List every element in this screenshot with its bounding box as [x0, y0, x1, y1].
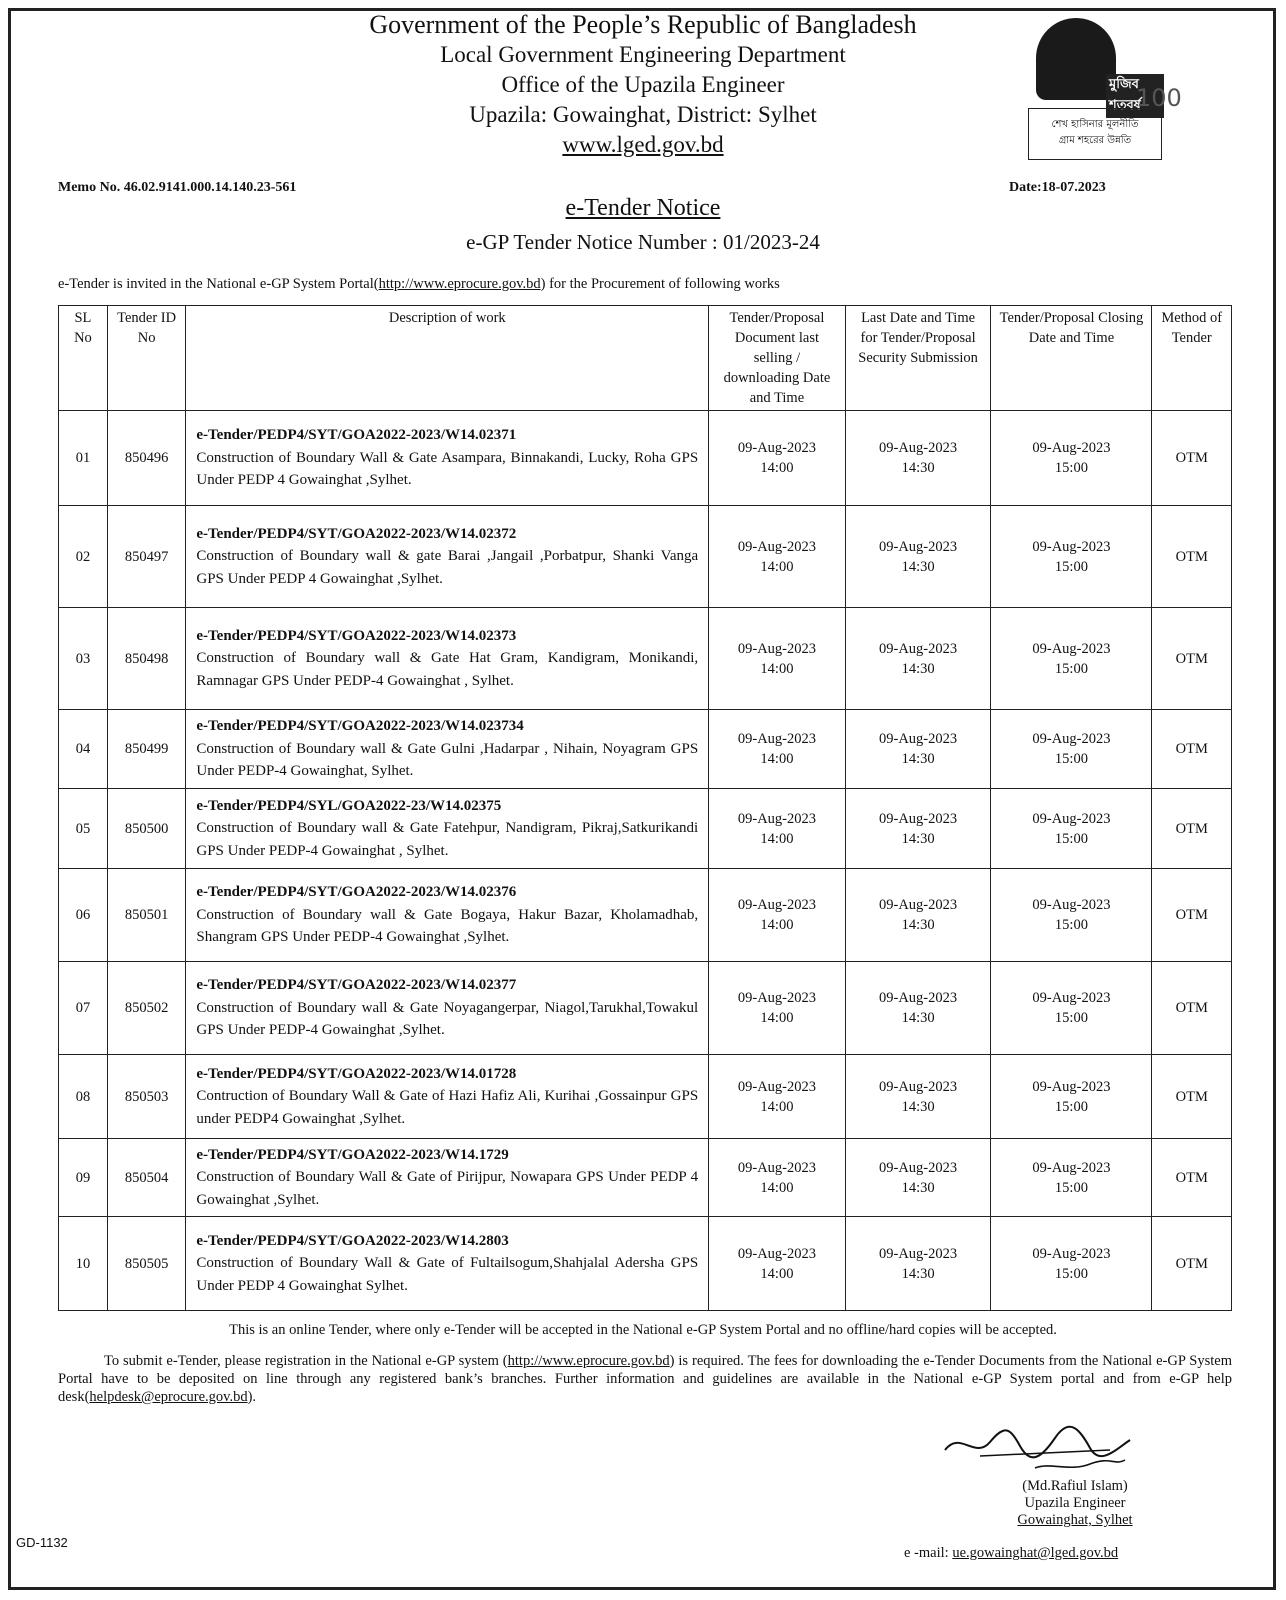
- office-title: Office of the Upazila Engineer: [501, 72, 785, 97]
- selling-time: 14:00: [760, 751, 794, 767]
- notice-title: [0, 195, 1286, 222]
- security-date: 09-Aug-2023: [879, 810, 958, 827]
- cell-tender-id: 850499: [107, 710, 185, 789]
- selling-time: 14:00: [760, 917, 794, 933]
- security-date: 09-Aug-2023: [879, 897, 958, 913]
- closing-date: 09-Aug-2023: [1032, 1245, 1111, 1262]
- email-label: e -mail:: [904, 1545, 953, 1561]
- table-row: [59, 506, 1232, 608]
- closing-time: 15:00: [1054, 1010, 1088, 1026]
- cell-security-datetime: [845, 1217, 991, 1311]
- cell-selling-datetime: [709, 411, 846, 506]
- selling-time: 14:00: [760, 830, 794, 847]
- selling-date: 09-Aug-2023: [737, 640, 817, 657]
- closing-time: 15:00: [1054, 917, 1088, 933]
- table-row: [59, 608, 1232, 710]
- cell-description: [186, 869, 709, 962]
- cell-method: OTM: [1152, 608, 1232, 710]
- cell-selling-datetime: [709, 506, 846, 608]
- closing-date: 09-Aug-2023: [1032, 1159, 1111, 1176]
- table-row: [59, 789, 1232, 869]
- signatory-email: [904, 1545, 1118, 1562]
- selling-time: 14:00: [760, 460, 794, 476]
- closing-time: 15:00: [1054, 1179, 1088, 1196]
- cell-sl: 04: [59, 710, 108, 789]
- work-description: Construction of Boundary wall & Gate Hat Gram, Kandigram, Monikandi, Ramnagar GPS Under PEDP-4 Gowainghat , Sylhet.: [196, 650, 699, 689]
- cell-tender-id: 850505: [107, 1217, 185, 1311]
- cell-description: [186, 789, 709, 869]
- cell-method: OTM: [1152, 962, 1232, 1055]
- logo-100-mark: 100: [1136, 84, 1182, 112]
- col-header-security: Last Date and Time for Tender/Proposal Security Submission: [845, 306, 991, 411]
- portrait-image: [1036, 18, 1116, 100]
- selling-date: 09-Aug-2023: [737, 990, 817, 1006]
- cell-sl: 01: [59, 411, 108, 506]
- work-description: Construction of Boundary Wall & Gate Asampara, Binnakandi, Lucky, Roha GPS Under PEDP 4 Gowainghat ,Sylhet.: [196, 449, 699, 489]
- security-date: 09-Aug-2023: [879, 440, 958, 456]
- closing-time: 15:00: [1054, 660, 1088, 677]
- security-time: 14:30: [901, 1265, 935, 1282]
- cell-method: OTM: [1152, 1217, 1232, 1311]
- cell-description: [186, 1217, 709, 1311]
- govt-title: Government of the People’s Republic of Bangladesh: [369, 10, 917, 39]
- cell-description: [186, 411, 709, 506]
- dept-title: Local Government Engineering Department: [440, 42, 846, 67]
- tender-reference: e-Tender/PEDP4/SYL/GOA2022-23/W14.02375: [196, 797, 502, 814]
- selling-date: 09-Aug-2023: [737, 731, 817, 747]
- cell-closing-datetime: [991, 411, 1152, 506]
- work-description: Contruction of Boundary Wall & Gate of Hazi Hafiz Ali, Kurihai ,Gossainpur GPS under PEDP4 Gowainghat ,Sylhet.: [196, 1088, 699, 1127]
- cell-method: OTM: [1152, 506, 1232, 608]
- cell-method: OTM: [1152, 869, 1232, 962]
- cell-security-datetime: [845, 411, 991, 506]
- selling-date: 09-Aug-2023: [737, 440, 817, 456]
- security-time: 14:30: [901, 1098, 935, 1115]
- cell-selling-datetime: [709, 1217, 846, 1311]
- website-link[interactable]: www.lged.gov.bd: [562, 132, 724, 157]
- slogan-box: [1028, 108, 1162, 160]
- signatory-title: Upazila Engineer: [1024, 1495, 1126, 1511]
- cell-description: [186, 506, 709, 608]
- table-row: [59, 1217, 1232, 1311]
- tender-reference: e-Tender/PEDP4/SYT/GOA2022-2023/W14.02376: [196, 884, 517, 901]
- table-row: [59, 710, 1232, 789]
- selling-date: 09-Aug-2023: [737, 1078, 817, 1095]
- table-row: [59, 869, 1232, 962]
- signatory-place-text: Gowainghat, Sylhet: [1017, 1512, 1133, 1528]
- table-row: [59, 411, 1232, 506]
- selling-date: 09-Aug-2023: [737, 538, 817, 555]
- cell-closing-datetime: [991, 506, 1152, 608]
- tender-reference: e-Tender/PEDP4/SYT/GOA2022-2023/W14.02377: [196, 977, 517, 994]
- closing-date: 09-Aug-2023: [1032, 538, 1111, 555]
- security-time: 14:30: [901, 830, 935, 847]
- note-part-2: ) is required. The fees for downloading the e-Tender Documents from the National e-GP System Portal have to be deposited on line through any registered bank’s branches. Further information and guidelines are available in the National e-GP System portal and from e-GP help desk(: [58, 1353, 1232, 1405]
- note-part-3: ).: [247, 1389, 257, 1405]
- cell-description: [186, 962, 709, 1055]
- work-description: Construction of Boundary Wall & Gate of Fultailsogum,Shahjalal Adersha GPS Under PEDP 4 Gowainghat Sylhet.: [196, 1255, 699, 1294]
- eprocure-link-2[interactable]: http://www.eprocure.gov.bd: [507, 1353, 670, 1369]
- invitation-text: [58, 276, 780, 293]
- cell-security-datetime: [845, 710, 991, 789]
- cell-sl: 10: [59, 1217, 108, 1311]
- helpdesk-email-link[interactable]: helpdesk@eprocure.gov.bd: [89, 1389, 248, 1405]
- work-description: Construction of Boundary wall & Gate Noyagangerpar, Niagol,Tarukhal,Towakul GPS Under PEDP-4 Gowainghat ,Sylhet.: [196, 999, 699, 1039]
- cell-description: [186, 710, 709, 789]
- cell-tender-id: 850497: [107, 506, 185, 608]
- cell-tender-id: 850503: [107, 1055, 185, 1139]
- cell-selling-datetime: [709, 869, 846, 962]
- cell-security-datetime: [845, 608, 991, 710]
- selling-time: 14:00: [760, 1179, 794, 1196]
- security-date: 09-Aug-2023: [879, 1078, 958, 1095]
- col-header-selling: Tender/Proposal Document last selling / downloading Date and Time: [709, 306, 846, 411]
- closing-time: 15:00: [1054, 830, 1088, 847]
- cell-tender-id: 850496: [107, 411, 185, 506]
- slogan-line-1: শেখ হাসিনার মূলনীতি: [1051, 119, 1139, 130]
- cell-selling-datetime: [709, 962, 846, 1055]
- note-part-1: To submit e-Tender, please registration in the National e-GP system (: [104, 1353, 508, 1369]
- selling-time: 14:00: [760, 1010, 794, 1026]
- cell-security-datetime: [845, 1139, 991, 1217]
- selling-time: 14:00: [760, 1098, 794, 1115]
- selling-date: 09-Aug-2023: [737, 810, 817, 827]
- memo-number: Memo No. 46.02.9141.000.14.140.23-561: [58, 180, 297, 195]
- table-row: [59, 1055, 1232, 1139]
- table-row: [59, 1139, 1232, 1217]
- col-header-method: Method of Tender: [1152, 306, 1232, 411]
- cell-tender-id: 850504: [107, 1139, 185, 1217]
- cell-selling-datetime: [709, 608, 846, 710]
- closing-time: 15:00: [1054, 1265, 1088, 1282]
- work-description: Construction of Boundary Wall & Gate of Pirijpur, Nowapara GPS Under PEDP 4 Gowainghat ,Sylhet.: [196, 1169, 699, 1208]
- cell-sl: 03: [59, 608, 108, 710]
- invite-after: ) for the Procurement of following works: [540, 276, 780, 292]
- tender-reference: e-Tender/PEDP4/SYT/GOA2022-2023/W14.023734: [196, 718, 524, 735]
- security-time: 14:30: [901, 558, 935, 575]
- cell-sl: 05: [59, 789, 108, 869]
- cell-closing-datetime: [991, 1055, 1152, 1139]
- cell-sl: 02: [59, 506, 108, 608]
- online-tender-note: This is an online Tender, where only e-Tender will be accepted in the National e-GP System Portal and no offline/hard copies will be accepted.: [229, 1322, 1057, 1338]
- cell-tender-id: 850501: [107, 869, 185, 962]
- closing-time: 15:00: [1054, 460, 1088, 476]
- tender-reference: e-Tender/PEDP4/SYT/GOA2022-2023/W14.02372: [196, 525, 517, 542]
- cell-selling-datetime: [709, 789, 846, 869]
- cell-sl: 06: [59, 869, 108, 962]
- tender-reference: e-Tender/PEDP4/SYT/GOA2022-2023/W14.1729: [196, 1146, 509, 1163]
- col-header-desc: Description of work: [186, 306, 709, 411]
- selling-time: 14:00: [760, 558, 794, 575]
- cell-method: OTM: [1152, 1055, 1232, 1139]
- signatory-place: [955, 1512, 1195, 1529]
- cell-closing-datetime: [991, 1139, 1152, 1217]
- security-time: 14:30: [901, 660, 935, 677]
- table-header-row: [59, 306, 1232, 411]
- submission-note: [58, 1352, 1232, 1406]
- cell-closing-datetime: [991, 789, 1152, 869]
- security-date: 09-Aug-2023: [879, 990, 958, 1006]
- signatory-name: (Md.Rafiul Islam): [1022, 1478, 1128, 1494]
- cell-closing-datetime: [991, 869, 1152, 962]
- cell-sl: 08: [59, 1055, 108, 1139]
- cell-tender-id: 850498: [107, 608, 185, 710]
- cell-description: [186, 1139, 709, 1217]
- col-header-closing: Tender/Proposal Closing Date and Time: [991, 306, 1152, 411]
- closing-date: 09-Aug-2023: [1032, 897, 1111, 913]
- eprocure-link[interactable]: http://www.eprocure.gov.bd: [378, 276, 541, 292]
- work-description: Construction of Boundary wall & Gate Fatehpur, Nandigram, Pikraj,Satkurikandi GPS Under PEDP-4 Gowainghat , Sylhet.: [196, 820, 699, 859]
- cell-sl: 09: [59, 1139, 108, 1217]
- security-date: 09-Aug-2023: [879, 640, 958, 657]
- cell-closing-datetime: [991, 710, 1152, 789]
- cell-security-datetime: [845, 869, 991, 962]
- footer-code: GD-1132: [16, 1535, 68, 1550]
- closing-date: 09-Aug-2023: [1032, 810, 1111, 827]
- cell-closing-datetime: [991, 1217, 1152, 1311]
- cell-closing-datetime: [991, 962, 1152, 1055]
- tender-reference: e-Tender/PEDP4/SYT/GOA2022-2023/W14.02371: [196, 427, 517, 444]
- cell-selling-datetime: [709, 1055, 846, 1139]
- closing-time: 15:00: [1054, 558, 1088, 575]
- closing-date: 09-Aug-2023: [1032, 990, 1111, 1006]
- work-description: Construction of Boundary wall & Gate Gulni ,Hadarpar , Nihain, Noyagram GPS Under PEDP-4 Gowainghat, Sylhet.: [196, 740, 699, 780]
- closing-date: 09-Aug-2023: [1032, 731, 1111, 747]
- cell-selling-datetime: [709, 710, 846, 789]
- cell-method: OTM: [1152, 710, 1232, 789]
- notice-date: Date:18-07.2023: [1009, 180, 1106, 195]
- cell-method: OTM: [1152, 411, 1232, 506]
- closing-date: 09-Aug-2023: [1032, 1078, 1111, 1095]
- cell-sl: 07: [59, 962, 108, 1055]
- slogan-line-2: গ্রাম শহরের উন্নতি: [1058, 135, 1132, 146]
- security-time: 14:30: [901, 751, 935, 767]
- cell-security-datetime: [845, 789, 991, 869]
- upazila-title: Upazila: Gowainghat, District: Sylhet: [469, 102, 817, 127]
- email-link[interactable]: ue.gowainghat@lged.gov.bd: [952, 1545, 1119, 1561]
- selling-time: 14:00: [760, 660, 794, 677]
- closing-date: 09-Aug-2023: [1032, 440, 1111, 456]
- security-time: 14:30: [901, 460, 935, 476]
- closing-time: 15:00: [1054, 751, 1088, 767]
- invite-before: e-Tender is invited in the National e-GP System Portal(: [58, 276, 379, 292]
- table-row: [59, 962, 1232, 1055]
- security-time: 14:30: [901, 1179, 935, 1196]
- security-date: 09-Aug-2023: [879, 731, 958, 747]
- notice-title-text: e-Tender Notice: [565, 195, 721, 221]
- security-time: 14:30: [901, 1010, 935, 1026]
- cell-tender-id: 850502: [107, 962, 185, 1055]
- closing-date: 09-Aug-2023: [1032, 640, 1111, 657]
- tender-reference: e-Tender/PEDP4/SYT/GOA2022-2023/W14.01728: [196, 1065, 517, 1082]
- closing-time: 15:00: [1054, 1098, 1088, 1115]
- tender-reference: e-Tender/PEDP4/SYT/GOA2022-2023/W14.02373: [196, 627, 517, 644]
- tender-table: [58, 305, 1232, 1311]
- work-description: Construction of Boundary wall & Gate Bogaya, Hakur Bazar, Kholamadhab, Shangram GPS Under PEDP-4 Gowainghat ,Sylhet.: [196, 906, 699, 946]
- signatory-block: [955, 1478, 1195, 1529]
- selling-date: 09-Aug-2023: [737, 897, 817, 913]
- security-date: 09-Aug-2023: [879, 1159, 958, 1176]
- cell-security-datetime: [845, 962, 991, 1055]
- cell-method: OTM: [1152, 789, 1232, 869]
- selling-date: 09-Aug-2023: [737, 1159, 817, 1176]
- security-date: 09-Aug-2023: [879, 1245, 958, 1262]
- cell-tender-id: 850500: [107, 789, 185, 869]
- handwritten-signature: [940, 1420, 1140, 1476]
- cell-method: OTM: [1152, 1139, 1232, 1217]
- cell-security-datetime: [845, 506, 991, 608]
- cell-selling-datetime: [709, 1139, 846, 1217]
- selling-time: 14:00: [760, 1265, 794, 1282]
- notice-number: e-GP Tender Notice Number : 01/2023-24: [466, 230, 820, 254]
- cell-security-datetime: [845, 1055, 991, 1139]
- security-date: 09-Aug-2023: [879, 538, 958, 555]
- cell-description: [186, 1055, 709, 1139]
- cell-description: [186, 608, 709, 710]
- selling-date: 09-Aug-2023: [737, 1245, 817, 1262]
- work-description: Construction of Boundary wall & gate Barai ,Jangail ,Porbatpur, Shanki Vanga GPS Under PEDP 4 Gowainghat ,Sylhet.: [196, 548, 699, 587]
- col-header-sl: SL No: [59, 306, 108, 411]
- col-header-id: Tender ID No: [107, 306, 185, 411]
- logo-text: মুজিব শতবর্ষ: [1106, 74, 1164, 118]
- tender-reference: e-Tender/PEDP4/SYT/GOA2022-2023/W14.2803: [196, 1232, 509, 1249]
- cell-closing-datetime: [991, 608, 1152, 710]
- security-time: 14:30: [901, 917, 935, 933]
